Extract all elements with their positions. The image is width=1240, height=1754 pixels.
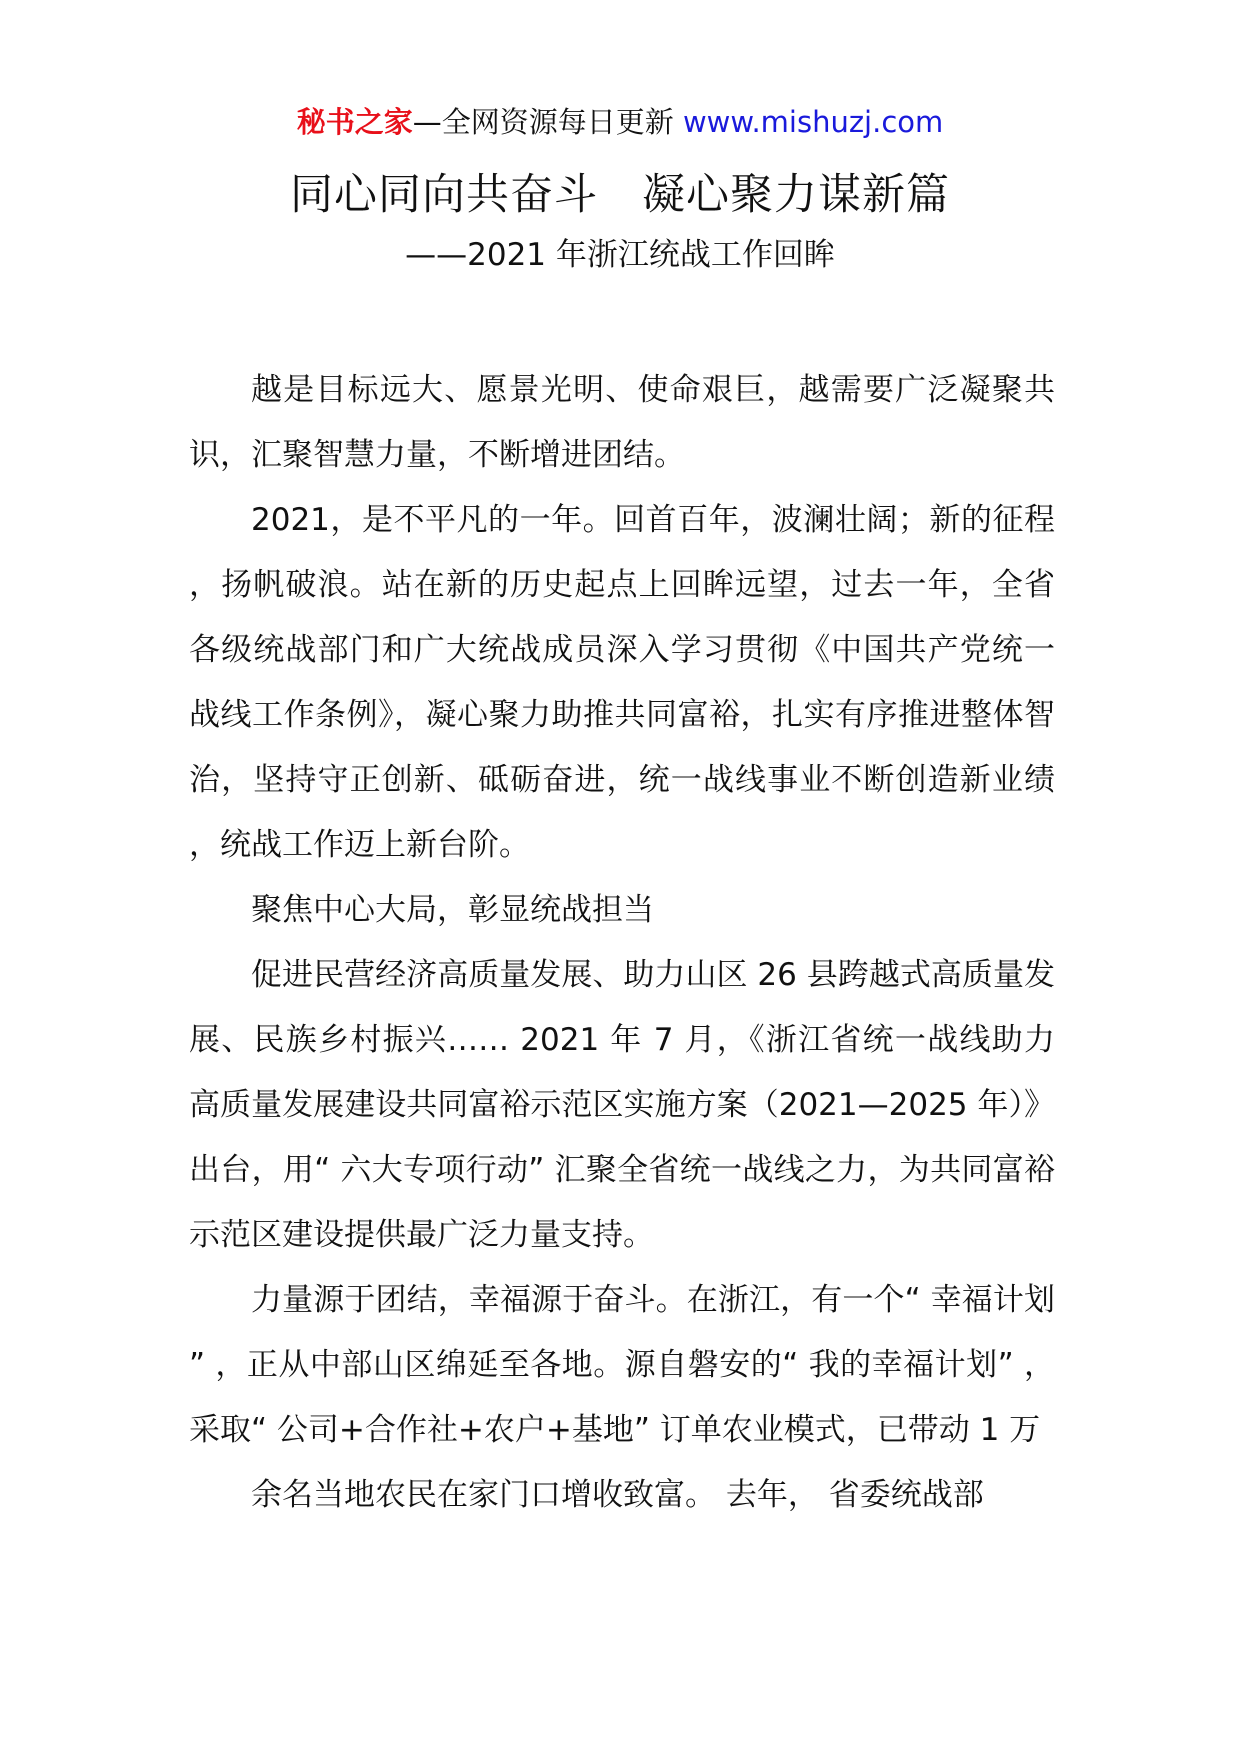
paragraph-happiness-plan: 力量源于团结，幸福源于奋斗。在浙江，有一个“ 幸福计划” ，正从中部山区绵延至各地。源自磐安的“ 我的幸福计划” ，采取“ 公司+合作社+农户+基地” 订单农业模式，已带动 1 万 (189, 1282, 1055, 1448)
site-tagline: —全网资源每日更新 (412, 105, 674, 139)
section-heading: 聚焦中心大局，彰显统战担当 (251, 892, 654, 928)
paragraph-continuation: 余名当地农民在家门口增收致富。 去年， 省委统战部 (251, 1477, 984, 1513)
document-title: 同心同向共奋斗 凝心聚力谋新篇 (290, 170, 950, 220)
paragraph-2021-review: 2021，是不平凡的一年。回首百年，波澜壮阔；新的征程，扬帆破浪。站在新的历史起点上回眸远望，过去一年，全省各级统战部门和广大统战成员深入学习贯彻《中国共产党统一战线工作条例》，凝心聚力助推共同富裕，扎实有序推进整体智治，坚持守正创新、砥砺奋进，统一战线事业不断创造新业绩，统战工作迈上新台阶。 (189, 502, 1055, 863)
site-brand: 秘书之家 (296, 105, 413, 139)
site-header (0, 100, 1240, 144)
paragraph-intro: 越是目标远大、愿景光明、使命艰巨，越需要广泛凝聚共识，汇聚智慧力量，不断增进团结。 (189, 372, 1055, 473)
document-body (189, 358, 1055, 1528)
paragraph-private-economy: 促进民营经济高质量发展、助力山区 26 县跨越式高质量发展、民族乡村振兴…… 2021 年 7 月，《浙江省统一战线助力高质量发展建设共同富裕示范区实施方案（2021—2025 年）》出台，用“ 六大专项行动” 汇聚全省统一战线之力，为共同富裕示范区建设提供最广泛力量支持。 (189, 957, 1055, 1253)
document-subtitle: ——2021 年浙江统战工作回眸 (405, 237, 835, 273)
site-url-link[interactable]: www.mishuzj.com (682, 105, 944, 139)
